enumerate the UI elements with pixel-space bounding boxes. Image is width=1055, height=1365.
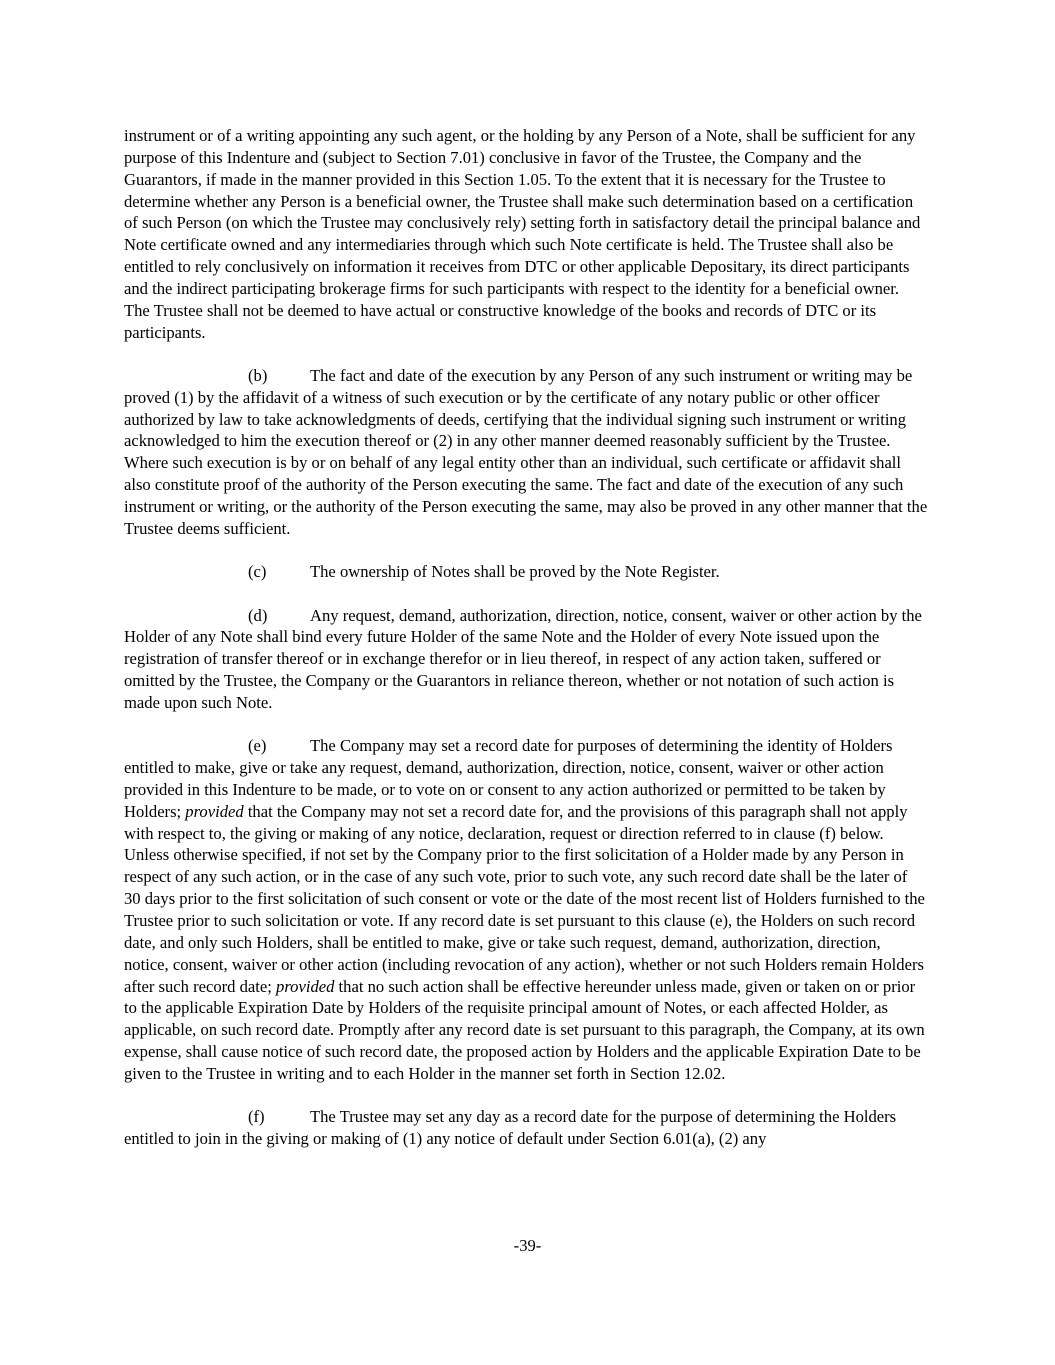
clause-c bbox=[124, 561, 928, 583]
clause-d bbox=[124, 605, 928, 714]
clause-c-text: The ownership of Notes shall be proved by the Note Register. bbox=[310, 562, 720, 582]
clause-b-label: (b) bbox=[248, 365, 268, 385]
clause-e-text-2: that the Company may not set a record date for, and the provisions of this paragraph shall not apply with respect to, the giving or making of any notice, declaration, request or direction referred to in clause (f) below. Unless otherwise specified, if not set by the Company prior to the first solicitation of a Holder made by any Person in respect of any such action, or in the case of any such vote, prior to such vote, any such record date shall be the later of 30 days prior to the first solicitation of such consent or vote or the date of the most recent list of Holders furnished to the Trustee prior to such solicitation or vote. If any record date is set pursuant to this clause (e), the Holders on such record date, and only such Holders, shall be entitled to make, give or take such request, demand, authorization, direction, notice, consent, waiver or other action (including revocation of any action), whether or not such Holders remain Holders after such record date; bbox=[124, 801, 925, 996]
clause-b-text: The fact and date of the execution by any Person of any such instrument or writing may be proved (1) by the affidavit of a witness of such execution or by the certificate of any notary public or other officer authorized by law to take acknowledgments of deeds, certifying that the individual signing such instrument or writing acknowledged to him the execution thereof or (2) in any other manner deemed reasonably sufficient by the Trustee. Where such execution is by or on behalf of any legal entity other than an individual, such certificate or affidavit shall also constitute proof of the authority of the Person executing the same. The fact and date of the execution of any such instrument or writing, or the authority of the Person executing the same, may also be proved in any other manner that the Trustee deems sufficient. bbox=[124, 365, 928, 538]
page-number: -39- bbox=[513, 1236, 542, 1255]
clause-f-text: The Trustee may set any day as a record date for the purpose of determining the Holders entitled to join in the giving or making of (1) any notice of default under Section 6.01(a), (2) any bbox=[124, 1107, 897, 1149]
clause-d-label: (d) bbox=[248, 605, 268, 625]
clause-f-label: (f) bbox=[248, 1107, 265, 1127]
clause-c-label: (c) bbox=[248, 562, 267, 582]
clause-e-text-1: The Company may set a record date for purposes of determining the identity of Holders entitled to make, give or take any request, demand, authorization, direction, notice, consent, waiver or other action provided in this Indenture to be made, or to vote on or consent to any action authorized or permitted to be taken by Holders; bbox=[124, 736, 893, 821]
document-body bbox=[124, 125, 928, 1171]
clause-e bbox=[124, 735, 928, 1085]
clause-d-text: Any request, demand, authorization, direction, notice, consent, waiver or other action by the Holder of any Note shall bind every future Holder of the same Note and the Holder of every Note issued upon the registration of transfer thereof or in exchange therefor or in lieu thereof, in respect of any action taken, suffered or omitted by the Trustee, the Company or the Guarantors in reliance thereon, whether or not notation of such action is made upon such Note. bbox=[124, 605, 922, 712]
clause-e-label: (e) bbox=[248, 736, 267, 756]
clause-e-text-3: that no such action shall be effective hereunder unless made, given or taken on or prior to the applicable Expiration Date by Holders of the requisite principal amount of Notes, or each affected Holder, as applicable, on such record date. Promptly after any record date is set pursuant to this paragraph, the Company, at its own expense, shall cause notice of such record date, the proposed action by Holders and the applicable Expiration Date to be given to the Trustee in writing and to each Holder in the manner set forth in Section 12.02. bbox=[124, 976, 925, 1083]
clause-f bbox=[124, 1106, 928, 1150]
clause-b bbox=[124, 365, 928, 540]
clause-e-provided-1: provided bbox=[185, 801, 244, 821]
paragraph-continued: instrument or of a writing appointing any such agent, or the holding by any Person of a Note, shall be sufficient for any purpose of this Indenture and (subject to Section 7.01) conclusive in favor of the Trustee, the Company and the Guarantors, if made in the manner provided in this Section 1.05. To the extent that it is necessary for the Trustee to determine whether any Person is a beneficial owner, the Trustee shall make such determination based on a certification of such Person (on which the Trustee may conclusively rely) setting forth in satisfactory detail the principal balance and Note certificate owned and any intermediaries through which such Note certificate is held. The Trustee shall also be entitled to rely conclusively on information it receives from DTC or other applicable Depositary, its direct participants and the indirect participating brokerage firms for such participants with respect to the identity for a beneficial owner. The Trustee shall not be deemed to have actual or constructive knowledge of the books and records of DTC or its participants. bbox=[124, 126, 921, 342]
clause-e-provided-2: provided bbox=[276, 976, 335, 996]
